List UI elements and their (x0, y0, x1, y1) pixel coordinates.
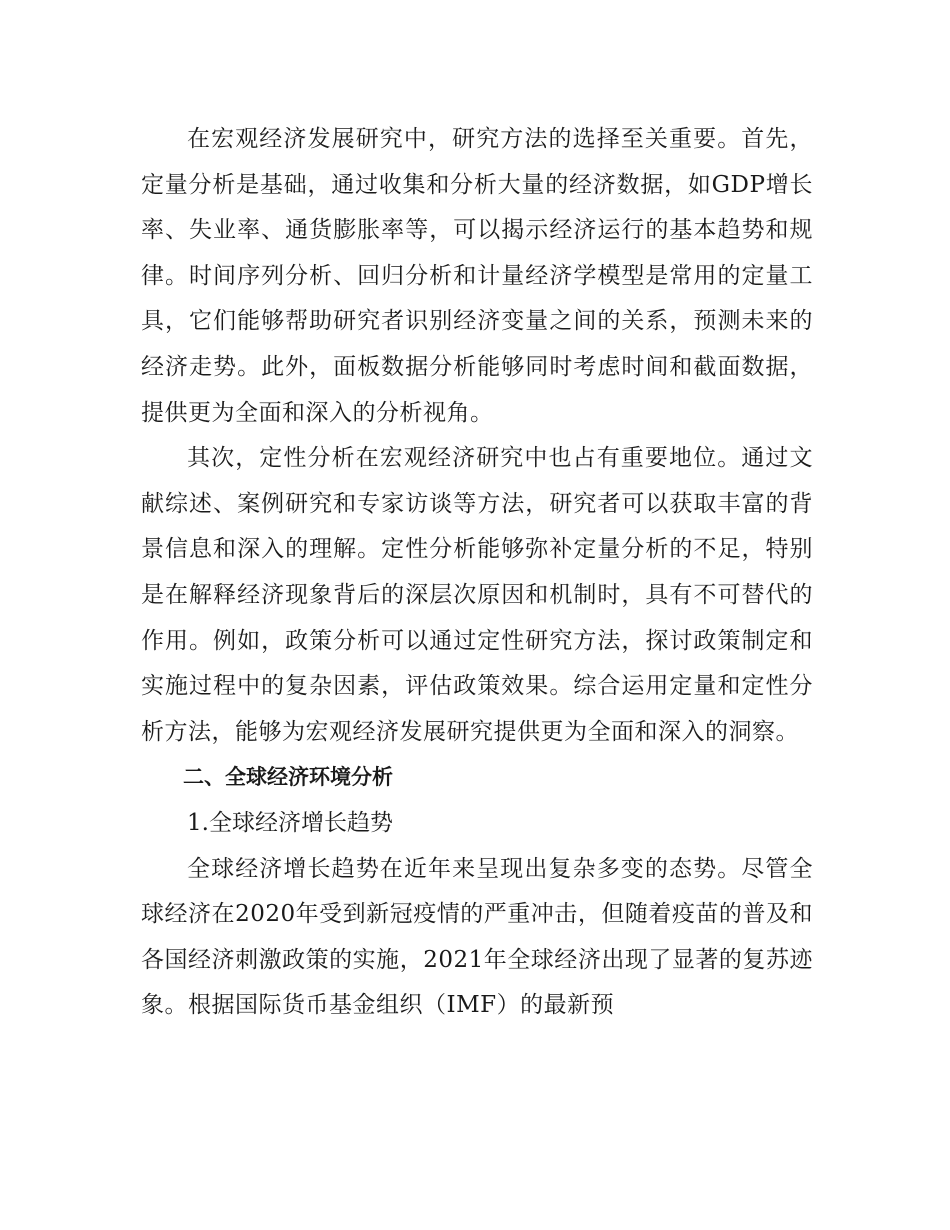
paragraph-global-growth: 全球经济增长趋势在近年来呈现出复杂多变的态势。尽管全球经济在2020年受到新冠疫情的严重冲击，但随着疫苗的普及和各国经济刺激政策的实施，2021年全球经济出现了显著的复苏迹象。根据国际货币基金组织（IMF）的最新预 (141, 855, 813, 1019)
section-heading: 二、全球经济环境分析 (183, 765, 393, 790)
document-body (141, 117, 813, 1029)
paragraph-research-methods-quantitative: 在宏观经济发展研究中，研究方法的选择至关重要。首先，定量分析是基础，通过收集和分析大量的经济数据，如GDP增长率、失业率、通货膨胀率等，可以揭示经济运行的基本趋势和规律。时间序列分析、回归分析和计量经济学模型是常用的定量工具，它们能够帮助研究者识别经济变量之间的关系，预测未来的经济走势。此外，面板数据分析能够同时考虑时间和截面数据，提供更为全面和深入的分析视角。 (141, 126, 813, 426)
paragraph-research-methods-qualitative: 其次，定性分析在宏观经济研究中也占有重要地位。通过文献综述、案例研究和专家访谈等方法，研究者可以获取丰富的背景信息和深入的理解。定性分析能够弥补定量分析的不足，特别是在解释经济现象背后的深层次原因和机制时，具有不可替代的作用。例如，政策分析可以通过定性研究方法，探讨政策制定和实施过程中的复杂因素，评估政策效果。综合运用定量和定性分析方法，能够为宏观经济发展研究提供更为全面和深入的洞察。 (141, 445, 813, 745)
subsection-heading: 1.全球经济增长趋势 (187, 809, 393, 836)
